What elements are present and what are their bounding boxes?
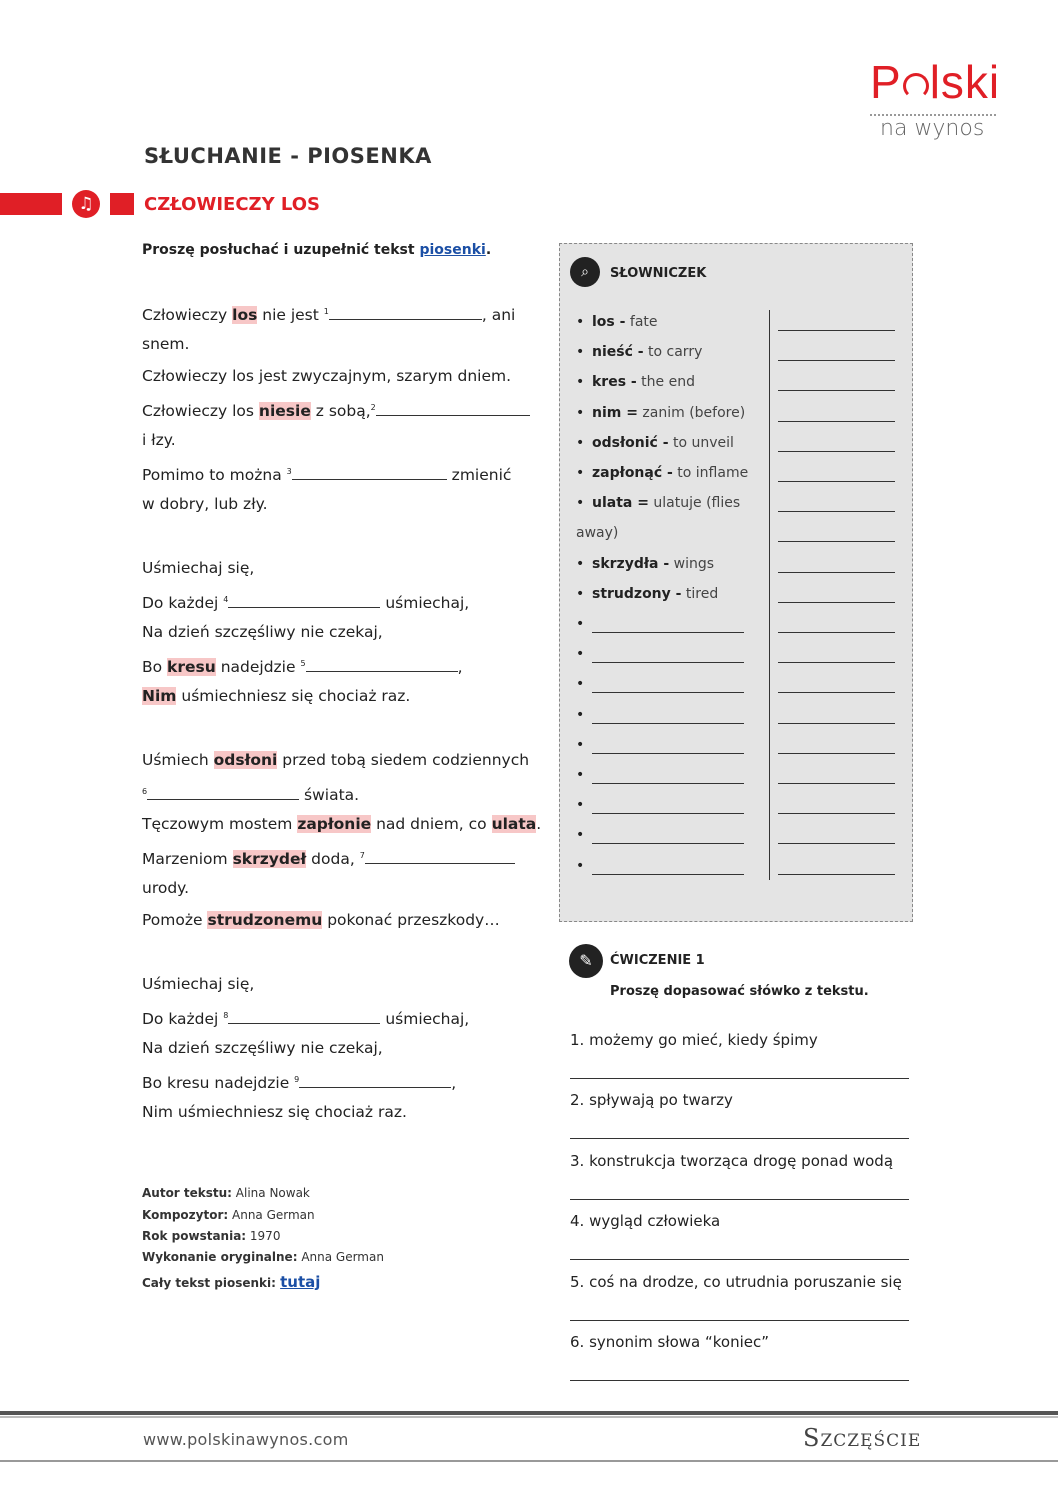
glossary-meaning: fate bbox=[625, 314, 658, 330]
glossary-divider bbox=[769, 310, 770, 880]
glossary-answer-line[interactable] bbox=[778, 330, 895, 331]
glossary-answer-line[interactable] bbox=[778, 874, 895, 875]
bullet-icon: • bbox=[576, 314, 585, 330]
exercise-question: 1. możemy go mieć, kiedy śpimy bbox=[570, 1031, 818, 1049]
vocab-highlight: ulata bbox=[491, 815, 537, 833]
lyric-line-11: Bo kresu nadejdzie $^5$ , bbox=[142, 658, 463, 677]
glossary-answer-line[interactable] bbox=[778, 692, 895, 693]
vocab-highlight: zapłonie bbox=[297, 815, 372, 833]
glossary-answer-line[interactable] bbox=[778, 541, 895, 542]
lyric-line-12: Nim uśmiechniesz się chociaż raz. bbox=[142, 687, 411, 705]
lyric-line-7: w dobry, lub zły. bbox=[142, 495, 268, 513]
glossary-term: kres - bbox=[592, 374, 637, 391]
glossary-item bbox=[576, 405, 745, 421]
lyric-line-17: urody. bbox=[142, 879, 190, 897]
bullet-icon: • bbox=[576, 616, 585, 632]
bullet-icon: • bbox=[576, 736, 585, 753]
bullet-icon: • bbox=[576, 827, 585, 844]
bullet-icon: • bbox=[576, 555, 585, 572]
exercise-answer-line[interactable] bbox=[570, 1259, 909, 1260]
bullet-icon: • bbox=[576, 374, 585, 391]
glossary-item bbox=[576, 344, 702, 360]
exercise-question: 4. wygląd człowieka bbox=[570, 1212, 721, 1230]
exercise-answer-line[interactable] bbox=[570, 1380, 909, 1381]
glossary-item bbox=[576, 525, 618, 541]
glossary-blank-line[interactable] bbox=[592, 783, 744, 784]
lyric-line-20: Do każdej $^8$ uśmiechaj, bbox=[142, 1010, 470, 1029]
song-link[interactable]: piosenki bbox=[419, 242, 486, 258]
exercise-question: 5. coś na drodze, co utrudnia poruszanie się bbox=[570, 1273, 902, 1291]
lyric-line-8: Uśmiechaj się, bbox=[142, 559, 255, 577]
vocab-highlight: kresu bbox=[167, 658, 216, 677]
glossary-term: los - bbox=[592, 314, 626, 330]
bullet-icon: • bbox=[576, 404, 585, 421]
glossary-meaning: zanim (before) bbox=[637, 404, 746, 421]
glossary-blank-line[interactable] bbox=[592, 692, 744, 693]
logo-letter-p: P bbox=[870, 56, 902, 108]
glossary-answer-line[interactable] bbox=[778, 451, 895, 452]
music-note-icon: ♫ bbox=[72, 190, 100, 218]
instruction bbox=[142, 242, 491, 258]
exercise-answer-line[interactable] bbox=[570, 1199, 909, 1200]
vocab-highlight: strudzonemu bbox=[207, 911, 323, 929]
glossary-meaning: to unveil bbox=[668, 434, 734, 451]
bullet-icon: • bbox=[576, 344, 585, 361]
glossary-term: strudzony - bbox=[592, 585, 682, 602]
vocab-highlight: niesie bbox=[258, 402, 311, 421]
vocab-highlight: los bbox=[232, 306, 258, 325]
logo-letters: lski bbox=[929, 56, 1001, 108]
glossary-blank-line[interactable] bbox=[592, 662, 744, 663]
bullet-icon: • bbox=[576, 434, 585, 451]
glossary-item bbox=[576, 435, 734, 451]
blank-field[interactable] bbox=[376, 400, 530, 416]
instruction-end: . bbox=[485, 242, 492, 258]
song-title: CZŁOWIECZY LOS bbox=[144, 194, 320, 215]
glossary-meaning: away) bbox=[576, 525, 619, 542]
glossary-term: odsłonić - bbox=[592, 434, 669, 451]
instruction-text: Proszę posłuchać i uzupełnić tekst bbox=[142, 242, 420, 258]
glossary-answer-line[interactable] bbox=[778, 662, 895, 663]
exercise-answer-line[interactable] bbox=[570, 1320, 909, 1321]
bullet-icon: • bbox=[576, 767, 585, 783]
exercise-answer-line[interactable] bbox=[570, 1078, 909, 1079]
lyric-line-3: Człowieczy los jest zwyczajnym, szarym dniem. bbox=[142, 367, 512, 385]
footer-divider-light bbox=[0, 1416, 1058, 1418]
glossary-blank-line[interactable] bbox=[592, 632, 744, 633]
exercise-question: 2. spływają po twarzy bbox=[570, 1091, 733, 1109]
exercise-answer-line[interactable] bbox=[570, 1138, 909, 1139]
blank-field[interactable] bbox=[228, 1008, 380, 1024]
glossary-answer-line[interactable] bbox=[778, 632, 895, 633]
lyric-line-18: Pomoże strudzonemu pokonać przeszkody… bbox=[142, 911, 500, 929]
glossary-answer-line[interactable] bbox=[778, 360, 895, 361]
footer-topic: Szczęście bbox=[803, 1424, 922, 1452]
blank-field[interactable] bbox=[306, 656, 458, 672]
lyric-line-1: Człowieczy los nie jest $^1$ , ani bbox=[142, 306, 516, 325]
glossary-answer-line[interactable] bbox=[778, 511, 895, 512]
vocab-highlight: odsłoni bbox=[213, 751, 278, 769]
footer-url[interactable]: www.polskinawynos.com bbox=[143, 1430, 349, 1449]
glossary-meaning: to inflame bbox=[672, 465, 749, 481]
glossary-term: nieść - bbox=[592, 344, 644, 361]
red-accent-bar bbox=[0, 193, 62, 215]
bullet-icon: • bbox=[576, 857, 585, 874]
exercise-title: ĆWICZENIE 1 bbox=[610, 953, 705, 968]
bullet-icon: • bbox=[576, 495, 585, 512]
exercise-instruction: Proszę dopasować słówko z tekstu. bbox=[610, 984, 869, 999]
page-title: SŁUCHANIE - PIOSENKA bbox=[144, 144, 432, 168]
lyric-line-15: Tęczowym mostem zapłonie nad dniem, co ulata. bbox=[142, 815, 542, 833]
glossary-term: skrzydła - bbox=[592, 555, 670, 572]
footer-divider bbox=[0, 1411, 1058, 1415]
lyric-line-22: Bo kresu nadejdzie $^9$ , bbox=[142, 1074, 457, 1093]
glossary-answer-line[interactable] bbox=[778, 753, 895, 754]
bullet-icon: • bbox=[576, 676, 585, 693]
lyric-line-10: Na dzień szczęśliwy nie czekaj, bbox=[142, 623, 383, 641]
bullet-icon: • bbox=[576, 465, 585, 481]
glossary-answer-line[interactable] bbox=[778, 843, 895, 844]
footer-bottom-rule bbox=[0, 1460, 1058, 1462]
lyric-line-13: Uśmiech odsłoni przed tobą siedem codziennych bbox=[142, 751, 530, 769]
blank-field[interactable] bbox=[299, 1072, 451, 1088]
bullet-icon: • bbox=[576, 797, 585, 814]
meta-full-text: Cały tekst piosenki: tutaj bbox=[142, 1273, 321, 1291]
glossary-answer-line[interactable] bbox=[778, 572, 895, 573]
vocab-highlight: skrzydeł bbox=[232, 850, 307, 869]
full-text-link[interactable]: tutaj bbox=[280, 1273, 321, 1291]
lyric-line-5: i łzy. bbox=[142, 431, 176, 449]
bullet-icon: • bbox=[576, 646, 585, 663]
glossary-term: zapłonąć - bbox=[592, 465, 673, 481]
exercise-question: 6. synonim słowa “koniec” bbox=[570, 1333, 770, 1351]
meta-performer: Wykonanie oryginalne: Anna German bbox=[142, 1250, 384, 1264]
glossary-item bbox=[576, 374, 695, 390]
meta-author: Autor tekstu: Alina Nowak bbox=[142, 1186, 310, 1200]
glossary-item bbox=[576, 586, 718, 602]
glossary-meaning: ulatuje (flies bbox=[648, 495, 741, 512]
glossary-answer-line[interactable] bbox=[778, 783, 895, 784]
lyric-line-16: Marzeniom skrzydeł doda, $^7$ bbox=[142, 845, 515, 870]
lyric-line-2: snem. bbox=[142, 335, 190, 353]
glossary-answer-line[interactable] bbox=[778, 723, 895, 724]
blank-field[interactable] bbox=[147, 784, 299, 800]
blank-field[interactable] bbox=[228, 592, 380, 608]
glossary-blank-line[interactable] bbox=[592, 753, 744, 754]
lyric-line-21: Na dzień szczęśliwy nie czekaj, bbox=[142, 1039, 383, 1057]
search-document-icon: ⌕ bbox=[570, 257, 600, 287]
blank-field[interactable] bbox=[329, 304, 482, 320]
glossary-title: SŁOWNICZEK bbox=[610, 266, 707, 281]
vocab-highlight: Nim bbox=[142, 687, 177, 705]
meta-composer: Kompozytor: Anna German bbox=[142, 1208, 315, 1222]
meta-year: Rok powstania: 1970 bbox=[142, 1229, 281, 1243]
glossary-answer-line[interactable] bbox=[778, 481, 895, 482]
lyric-line-6: Pomimo to można $^3$ zmienić bbox=[142, 466, 512, 485]
glossary-blank-line[interactable] bbox=[592, 843, 744, 844]
glossary-blank-line[interactable] bbox=[592, 723, 744, 724]
lyric-line-19: Uśmiechaj się, bbox=[142, 975, 255, 993]
logo-o-circle-icon bbox=[903, 73, 929, 99]
logo-subtitle: na wynos bbox=[880, 116, 985, 141]
glossary-answer-line[interactable] bbox=[778, 813, 895, 814]
glossary-item bbox=[576, 314, 658, 330]
glossary-meaning: tired bbox=[681, 585, 719, 602]
glossary-item bbox=[576, 556, 714, 572]
logo-polski bbox=[870, 54, 1000, 110]
glossary-answer-line[interactable] bbox=[778, 390, 895, 391]
glossary-item bbox=[576, 465, 748, 481]
bullet-icon: • bbox=[576, 585, 585, 602]
lyric-line-23: Nim uśmiechniesz się chociaż raz. bbox=[142, 1103, 407, 1121]
lyric-line-14: $^6$ świata. bbox=[142, 786, 360, 805]
exercise-question: 3. konstrukcja tworząca drogę ponad wodą bbox=[570, 1152, 894, 1170]
pencil-icon: ✎ bbox=[569, 944, 603, 978]
glossary-term: ulata = bbox=[592, 495, 649, 512]
glossary-meaning: the end bbox=[636, 374, 695, 391]
glossary-meaning: to carry bbox=[643, 344, 703, 361]
glossary-term: nim = bbox=[592, 404, 638, 421]
glossary-answer-line[interactable] bbox=[778, 602, 895, 603]
glossary-blank-line[interactable] bbox=[592, 813, 744, 814]
bullet-icon: • bbox=[576, 706, 585, 723]
lyric-line-9: Do każdej $^4$ uśmiechaj, bbox=[142, 594, 470, 613]
glossary-item bbox=[576, 495, 740, 511]
blank-field[interactable] bbox=[365, 848, 515, 864]
glossary-meaning: wings bbox=[669, 555, 715, 572]
blank-field[interactable] bbox=[292, 464, 447, 480]
red-accent-square bbox=[110, 193, 134, 215]
glossary-blank-line[interactable] bbox=[592, 874, 744, 875]
lyric-line-4: Człowieczy los niesie z sobą,$^2$ bbox=[142, 397, 530, 422]
glossary-answer-line[interactable] bbox=[778, 421, 895, 422]
